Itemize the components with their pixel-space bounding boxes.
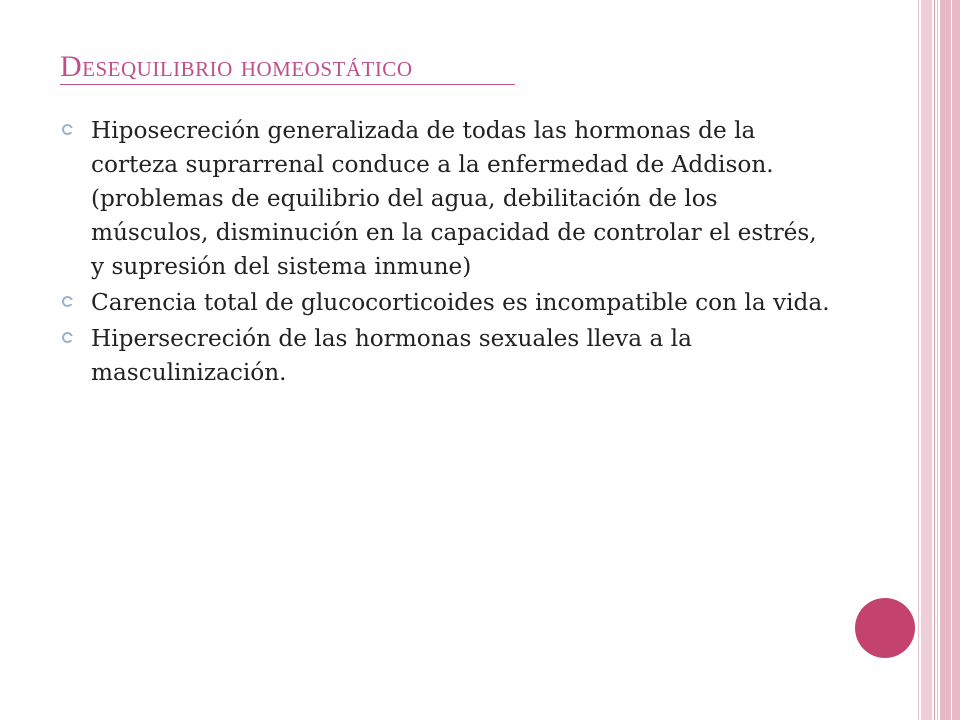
- title-underline: [60, 84, 515, 85]
- ring-bullet-icon: [62, 124, 73, 135]
- list-item: [60, 322, 830, 390]
- decorative-stripe: [921, 0, 932, 720]
- decorative-stripe: [951, 0, 952, 720]
- list-item: [60, 114, 830, 284]
- bullet-text: Carencia total de glucocorticoides es incompatible con la vida.: [91, 289, 830, 316]
- bullet-text: Hipersecreción de las hormonas sexuales lleva a la masculinización.: [91, 325, 692, 386]
- ring-bullet-icon: [62, 296, 73, 307]
- decorative-stripe: [918, 0, 919, 720]
- bullet-list: [60, 114, 830, 392]
- decorative-stripe: [940, 0, 960, 720]
- decorative-stripe: [937, 0, 938, 720]
- ring-bullet-icon: [62, 332, 73, 343]
- decorative-stripe: [934, 0, 935, 720]
- slide-title: Desequilibrio homeostático: [60, 50, 413, 83]
- bullet-text: Hiposecreción generalizada de todas las hormonas de la corteza suprarrenal conduce a la enfermedad de Addison. (problemas de equilibrio del agua, debilitación de los músculos, disminución en la capacidad de controlar el estrés, y supresión del sistema inmune): [91, 117, 817, 280]
- list-item: [60, 286, 830, 320]
- decorative-circle: [855, 598, 915, 658]
